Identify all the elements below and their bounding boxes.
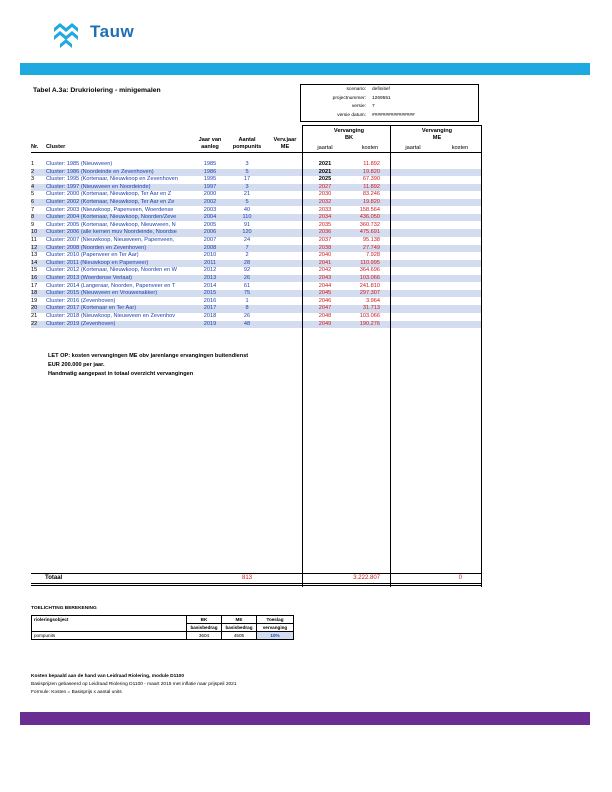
- cell-verv: 2042: [318, 267, 332, 274]
- cell-nr: 2: [31, 168, 35, 175]
- cell-cluster: Cluster: 1997 (Nieuwveen en Noordeinde): [46, 183, 151, 190]
- cell-nr: 8: [31, 214, 35, 221]
- cell-verv: 2046: [318, 297, 332, 304]
- cell-cluster: Cluster: 1985 (Nieuwveen): [46, 161, 113, 167]
- table-row: [31, 184, 481, 191]
- info-key: scenario:: [346, 87, 366, 92]
- cell-aantal: 26: [243, 313, 251, 319]
- cell-aantal: 7: [245, 244, 249, 251]
- cell-cluster: Cluster: 2014 (Langeraar, Noorden, Papenveer en T: [46, 282, 176, 289]
- cell-cluster: Cluster: 2007 (Nieuwkoop, Nieuwveen, Papenveen,: [46, 237, 175, 243]
- cell-aantal: 2: [245, 252, 249, 259]
- totaal-label: Totaal: [45, 575, 63, 581]
- footer-line: Basisprijzen gebaseerd op Leidraad Riolering D1100 - maart 2015 met inflatie naar prijspeil 2021: [31, 682, 237, 687]
- cell-kosten: 3.964: [366, 297, 380, 304]
- cell-kosten: 103.066: [359, 313, 380, 319]
- info-value: 7: [372, 104, 375, 109]
- cell-aantal: 8: [245, 305, 249, 312]
- info-key: projectnummer:: [332, 95, 366, 101]
- cell-jaar: 2003: [203, 206, 217, 213]
- table-row: [31, 229, 481, 236]
- cell-jaar: 1995: [203, 176, 217, 183]
- cell-nr: 12: [31, 244, 38, 251]
- cell-verv: 2048: [318, 313, 332, 319]
- cell-kosten: 475.691: [359, 229, 380, 236]
- cell-cluster: Cluster: 2005 (Kortenaar, Nieuwkoop, Nieuwveen, N: [46, 221, 176, 228]
- cell-kosten: 190.276: [359, 320, 380, 327]
- cell-verv: 2030: [318, 191, 332, 198]
- table-row: [31, 283, 481, 290]
- cell-verv: 2027: [318, 183, 332, 190]
- totaal-top-line: [31, 573, 481, 574]
- cell-jaar: 2011: [203, 259, 217, 266]
- col-toeslag: Toeslag: [257, 616, 294, 624]
- cell-cluster: Cluster: 2002 (Kortenaar, Nieuwkoop, Ter Aar en Ze: [46, 199, 175, 205]
- totaal-bottom-line: [31, 585, 481, 586]
- cell-aantal: 75: [243, 290, 251, 297]
- cell-nr: 11: [31, 237, 37, 243]
- cell-jaar: 2016: [203, 297, 217, 304]
- cell-verv: 2047: [318, 305, 332, 312]
- table-row: [31, 161, 481, 168]
- cell-verv: 2044: [318, 282, 332, 289]
- cell-nr: 19: [31, 297, 38, 304]
- cell-kosten: 31.713: [362, 305, 380, 312]
- header-jaartal-me: jaartal: [405, 145, 421, 151]
- cell-aantal: 5: [245, 168, 249, 175]
- info-value: ################: [372, 112, 415, 118]
- table-row: [31, 267, 481, 274]
- cell-cluster: Cluster: 2004 (Kortenaar, Nieuwkoop, Noorden/Zeve: [46, 214, 177, 221]
- cell-verv: 2032: [318, 199, 332, 205]
- top-band: [20, 63, 590, 75]
- cell-jaar: 2005: [203, 221, 217, 228]
- row-toeslag: 10%: [257, 632, 294, 640]
- col-object-sub: [32, 624, 187, 632]
- table-row: [31, 191, 481, 198]
- col-me: ME: [222, 616, 257, 624]
- cell-kosten: 110.995: [360, 259, 380, 266]
- cell-kosten: 11.892: [363, 183, 380, 190]
- cell-verv: 2033: [318, 206, 332, 213]
- header-top-line: [302, 125, 481, 126]
- table-row: [31, 237, 481, 244]
- table-row: [31, 214, 481, 221]
- cell-cluster: Cluster: 2017 (Kortenaar en Ter Aar): [46, 305, 137, 312]
- table-row: [31, 169, 481, 176]
- cell-kosten: 360.732: [359, 221, 380, 228]
- cell-nr: 18: [31, 290, 38, 297]
- cell-verv: 2038: [318, 244, 332, 251]
- info-value: definitief: [372, 87, 390, 92]
- cell-kosten: 19.820: [362, 168, 380, 175]
- brand-name: Tauw: [90, 22, 135, 41]
- note-line: EUR 200.000 per jaar.: [48, 362, 105, 368]
- cell-cluster: Cluster: 2008 (Noorden en Zevenhoven): [46, 244, 147, 251]
- cell-jaar: 2002: [203, 199, 217, 205]
- cell-kosten: 364.696: [359, 267, 380, 274]
- cell-kosten: 241.810: [359, 282, 380, 289]
- cell-kosten: 83.246: [362, 191, 380, 198]
- table-row: [31, 260, 481, 267]
- cell-aantal: 28: [243, 259, 251, 266]
- cell-kosten: 158.564: [359, 206, 380, 213]
- cell-cluster: Cluster: 2013 (Woerdense Verlaat): [46, 275, 133, 281]
- bottom-band: [20, 712, 590, 725]
- cell-nr: 10: [31, 229, 38, 236]
- row-me: 4505: [222, 632, 257, 640]
- header-jaar-van: Jaar van aanleg: [198, 137, 222, 150]
- cell-jaar: 1985: [203, 161, 217, 167]
- cell-aantal: 92: [243, 267, 251, 274]
- table-row: [31, 298, 481, 305]
- cell-cluster: Cluster: 2016 (Zevenhoven): [46, 297, 116, 304]
- table-row: [31, 252, 481, 259]
- toelichting-table: [31, 615, 294, 640]
- cell-nr: 5: [31, 191, 35, 198]
- cell-verv: 2037: [318, 237, 332, 243]
- cell-verv: 2040: [318, 252, 332, 259]
- cell-nr: 21: [31, 313, 38, 319]
- info-row: [301, 87, 478, 94]
- cell-cluster: Cluster: 2018 (Nieuwkoop, Nieuwveen en Zevenhov: [46, 313, 176, 319]
- cell-kosten: 11.892: [363, 161, 380, 167]
- cell-jaar: 2018: [203, 313, 217, 319]
- cell-verv: 2036: [318, 229, 332, 236]
- cell-aantal: 26: [243, 275, 251, 281]
- header-vervanging-me: Vervanging ME: [421, 128, 453, 141]
- info-key: versie datum:: [337, 112, 366, 118]
- cell-kosten: 7.928: [366, 252, 380, 259]
- cell-aantal: 48: [243, 320, 251, 327]
- sub-me: basisbedrag: [222, 624, 257, 632]
- table-row: [31, 222, 481, 229]
- cell-cluster: Cluster: 2015 (Nieuwveen en Vrouwenakker): [46, 290, 158, 297]
- cell-jaar: 2013: [203, 275, 217, 281]
- cell-cluster: Cluster: 2006 (alle kernen muv Noordeinde, Noordse: [46, 229, 177, 236]
- cell-kosten: 103.066: [359, 275, 380, 281]
- header-aantal: Aantal pompunits: [232, 137, 262, 150]
- cell-aantal: 3: [245, 183, 249, 190]
- cell-nr: 17: [31, 282, 38, 289]
- cell-jaar: 1986: [203, 168, 217, 175]
- cell-aantal: 17: [243, 176, 251, 183]
- cell-jaar: 2014: [203, 282, 217, 289]
- cell-aantal: 3: [245, 161, 249, 167]
- cell-nr: 7: [31, 206, 35, 213]
- info-value: 1269551: [372, 95, 391, 101]
- cell-jaar: 2006: [203, 229, 217, 236]
- cell-verv: 2034: [318, 214, 332, 221]
- cell-aantal: 21: [243, 191, 251, 198]
- column-divider: [390, 125, 391, 587]
- cell-nr: 4: [31, 183, 35, 190]
- cell-verv: 2035: [318, 221, 332, 228]
- table-row: [31, 290, 481, 297]
- cell-nr: 14: [31, 259, 38, 266]
- cell-jaar: 2010: [203, 252, 217, 259]
- cell-jaar: 2012: [203, 267, 217, 274]
- note-line: Handmatig aangepast in totaal overzicht vervangingen: [48, 371, 194, 377]
- cell-aantal: 61: [243, 282, 251, 289]
- cell-verv: 2021: [318, 168, 332, 175]
- cell-kosten: 19.820: [362, 199, 380, 205]
- cell-cluster: Cluster: 2012 (Kortenaar, Nieuwkoop, Noorden en W: [46, 267, 177, 274]
- cell-cluster: Cluster: 2003 (Nieuwkoop, Papenveen, Woerdense: [46, 206, 174, 213]
- table-row: [31, 199, 481, 206]
- cell-cluster: Cluster: 2010 (Papenveer en Ter Aar): [46, 252, 139, 259]
- cell-jaar: 2015: [203, 290, 217, 297]
- cell-aantal: 120: [242, 229, 252, 236]
- cell-nr: 16: [31, 275, 38, 281]
- cell-nr: 9: [31, 221, 35, 228]
- cell-nr: 1: [31, 161, 35, 167]
- column-divider: [302, 125, 303, 587]
- cell-jaar: 2008: [203, 244, 217, 251]
- cell-cluster: Cluster: 2000 (Kortenaar, Nieuwkoop, Ter Aar en Z: [46, 191, 172, 198]
- sub-bk: basisbedrag: [187, 624, 222, 632]
- header-nr: Nr.: [31, 144, 39, 150]
- cell-cluster: Cluster: 2011 (Nieuwkoop en Papenveer): [46, 259, 149, 266]
- header-jaartal-bk: jaartal: [317, 145, 333, 151]
- note-line: LET OP: kosten vervangingen ME obv jarenlange ervangingen buitendienst: [48, 353, 249, 359]
- table-row: [31, 207, 481, 214]
- info-row: [301, 96, 478, 103]
- cell-nr: 3: [31, 176, 35, 183]
- cell-verv: 2025: [318, 176, 332, 183]
- cell-jaar: 2017: [203, 305, 217, 312]
- header-kosten-me: kosten: [451, 145, 469, 151]
- info-key: versie:: [351, 104, 366, 109]
- column-divider: [481, 125, 482, 587]
- table-row: [31, 313, 481, 320]
- row-bk: 3604: [187, 632, 222, 640]
- table-row: [31, 321, 481, 328]
- header-underline: [31, 152, 481, 153]
- col-object: rioleringsobject: [32, 616, 187, 624]
- toelichting-title: TOELICHTING BEREKENING: [31, 606, 97, 611]
- cell-verv: 2041: [318, 259, 332, 266]
- cell-kosten: 27.749: [362, 244, 380, 251]
- cell-nr: 22: [31, 320, 38, 327]
- cell-nr: 15: [31, 267, 38, 274]
- cell-nr: 6: [31, 199, 35, 205]
- cell-cluster: Cluster: 2019 (Zevenhoven): [46, 320, 116, 327]
- cell-cluster: Cluster: 1986 (Noordeinde en Zevenhoven): [46, 168, 154, 175]
- cell-jaar: 1997: [203, 183, 217, 190]
- cell-verv: 2049: [318, 320, 332, 327]
- header-kosten-bk: kosten: [361, 145, 379, 151]
- cell-aantal: 1: [245, 297, 249, 304]
- header-verv-jaar: Verv.jaar ME: [273, 137, 297, 150]
- cell-verv: 2045: [318, 290, 332, 297]
- cell-cluster: Cluster: 1995 (Kortenaar, Nieuwkoop en Zevenhoven: [46, 176, 178, 183]
- cell-kosten: 297.307: [359, 290, 380, 297]
- header-vervanging-bk: Vervanging BK: [333, 128, 365, 141]
- totaal-kosten-me: 0: [458, 575, 462, 581]
- row-object: pompunits: [32, 632, 187, 640]
- cell-jaar: 2019: [203, 320, 217, 327]
- totaal-kosten-bk: 3.222.807: [353, 575, 380, 581]
- cell-kosten: 67.390: [362, 176, 380, 183]
- cell-aantal: 5: [245, 199, 249, 205]
- totaal-bottom-line: [31, 583, 481, 584]
- cell-jaar: 2007: [203, 237, 217, 243]
- table-row: [31, 305, 481, 312]
- footer-line: Formule: Kosten = Basisprijs x aantal units: [31, 690, 122, 695]
- info-box: [300, 84, 479, 122]
- footer-line: Kosten bepaald aan de hand van Leidraad Riolering, module D1100: [31, 674, 185, 679]
- cell-kosten: 95.138: [362, 237, 380, 243]
- cell-kosten: 436.050: [359, 214, 380, 221]
- cell-nr: 20: [31, 305, 38, 312]
- sub-toeslag: vervanging: [257, 624, 294, 632]
- cell-aantal: 110: [242, 214, 252, 221]
- cell-verv: 2043: [318, 275, 332, 281]
- totaal-aantal: 813: [241, 575, 252, 581]
- header-cluster: Cluster: [46, 144, 66, 150]
- table-title: Tabel A.3a: Drukriolering - minigemalen: [33, 87, 161, 94]
- cell-jaar: 2000: [203, 191, 217, 198]
- info-row: [301, 104, 478, 111]
- cell-nr: 13: [31, 252, 38, 259]
- col-bk: BK: [187, 616, 222, 624]
- cell-aantal: 91: [243, 221, 251, 228]
- table-row: [31, 275, 481, 282]
- table-row: [31, 176, 481, 183]
- cell-aantal: 24: [243, 237, 251, 243]
- info-row: [301, 113, 478, 120]
- cell-verv: 2021: [318, 161, 332, 167]
- cell-jaar: 2004: [203, 214, 217, 221]
- cell-aantal: 40: [243, 206, 251, 213]
- table-row: [31, 245, 481, 252]
